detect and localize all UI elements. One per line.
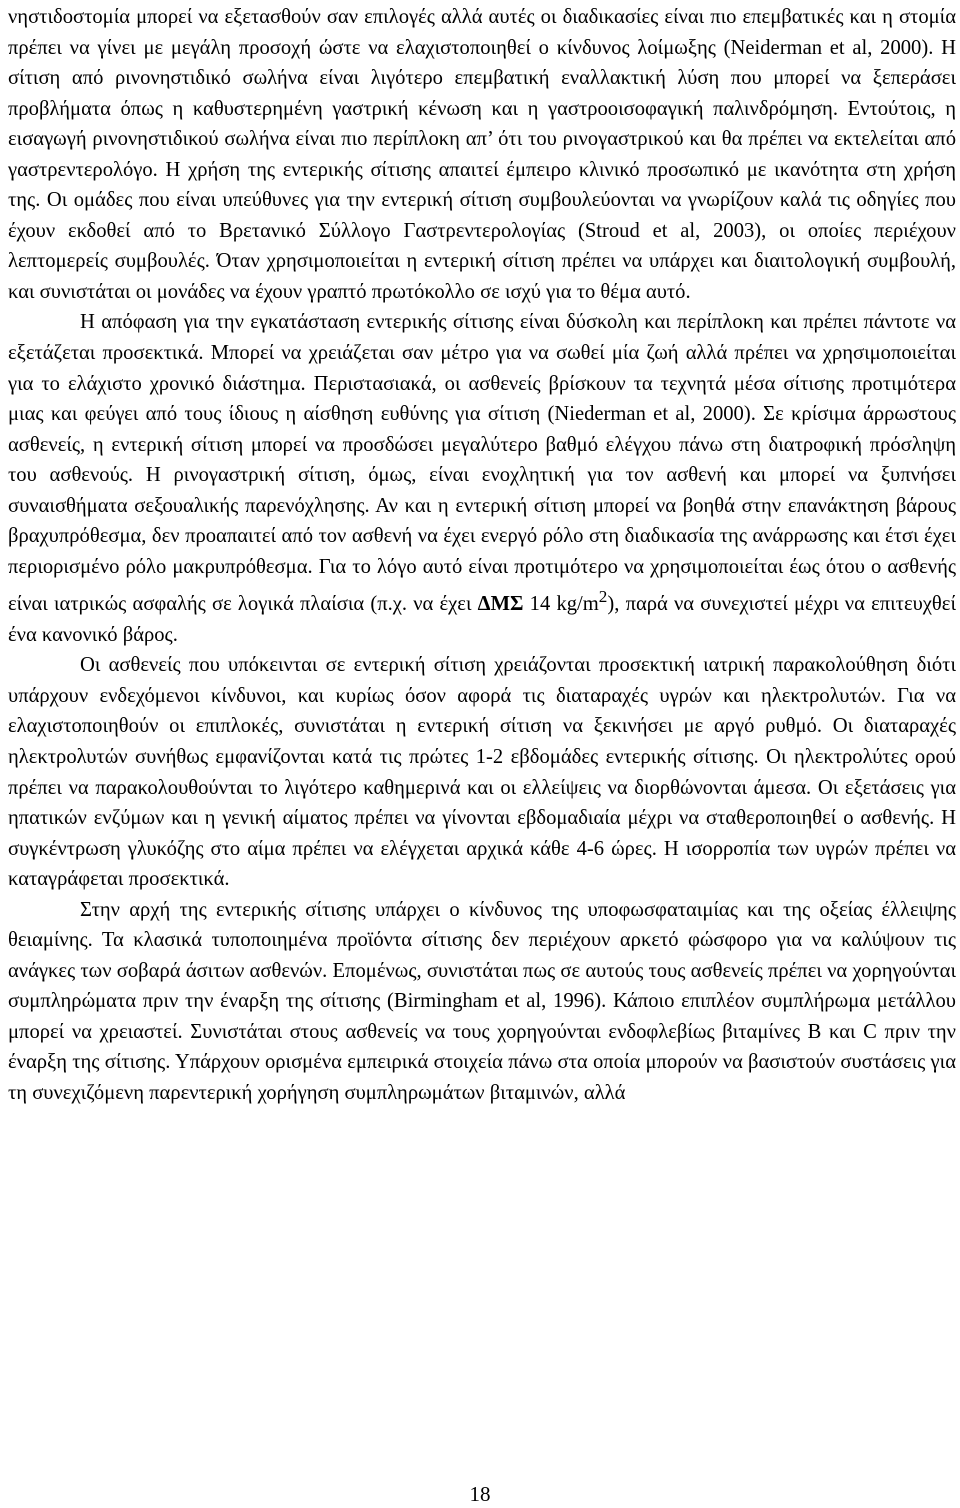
paragraph-1: νηστιδοστομία μπορεί να εξετασθούν σαν επιλογές αλλά αυτές οι διαδικασίες είναι πιο επεμβατικές και η στομία πρέπει να γίνει με μεγάλη προσοχή ώστε να ελαχιστοποιηθεί ο κίνδυνος λοίμωξης (Neiderman et al, 2000). Η σίτιση από ρινονηστιδικό σωλήνα είναι λιγότερο επεμβατική εναλλακτική λύση που μπορεί να ξεπεράσει προβλήματα όπως η καθυστερημένη γαστρική κένωση και η γαστροοισοφαγική παλινδρόμηση. Εντούτοις, η εισαγωγή ρινονηστιδικού σωλήνα είναι πιο περίπλοκη απ’ ότι του ρινογαστρικού και θα πρέπει να εκτελείται από γαστρεντερολόγο. Η χρήση της εντερικής σίτισης απαιτεί έμπειρο κλινικό προσωπικό με ικανότητα στη χρήση της. Οι ομάδες που είναι υπεύθυνες για την εντερική σίτιση συμβουλεύονται να γνωρίζουν καλά τις οδηγίες που έχουν εκδοθεί από το Βρετανικό Σύλλογο Γαστρεντερολογίας (Stroud et al, 2003), οι οποίες περιέχουν λεπτομερείς συμβουλές. Όταν χρησιμοποιείται η εντερική σίτιση πρέπει να υπάρχει και διαιτολογική συμβουλή, και συνιστάται οι μονάδες να έχουν γραπτό πρωτόκολλο σε ισχύ για το θέμα αυτό. <box>8 6 956 303</box>
bmi-label: ΔΜΣ <box>477 593 524 616</box>
bmi-value: 14 kg/m <box>523 593 599 616</box>
paragraph-3: Οι ασθενείς που υπόκεινται σε εντερική σίτιση χρειάζονται προσεκτική ιατρική παρακολούθηση διότι υπάρχουν ενδεχόμενοι κίνδυνοι, και κυρίως όσον αφορά τις διαταραχές υγρών και ηλεκτρολυτών. Για να ελαχιστοποιηθούν οι επιπλοκές, συνιστάται η εντερική σίτιση να ξεκινήσει με αργό ρυθμό. Οι διαταραχές ηλεκτρολυτών συνήθως εμφανίζονται κατά τις πρώτες 1-2 εβδομάδες εντερικής σίτισης. Οι ηλεκτρολύτες ορού πρέπει να παρακολουθούνται το λιγότερο καθημερινά και οι ελλείψεις να διορθώνονται άμεσα. Οι εξετάσεις για ηπατικών ενζύμων και η γενική αίματος πρέπει να γίνονται εβδομαδιαία μέχρι να σταθεροποιηθεί ο ασθενής. Η συγκέντρωση γλυκόζης στο αίμα πρέπει να ελέγχεται αρχικά κάθε 4-6 ώρες. Η ισορροπία των υγρών πρέπει να καταγράφεται προσεκτικά. <box>8 654 956 891</box>
body-text <box>8 2 956 1109</box>
page-number: 18 <box>469 1482 491 1506</box>
superscript-exponent: 2 <box>598 587 608 607</box>
paragraph-4: Στην αρχή της εντερικής σίτισης υπάρχει ο κίνδυνος της υποφωσφαταιμίας και της οξείας έλλειψης θειαμίνης. Τα κλασικά τυποποιημένα προϊόντα σίτισης δεν περιέχουν αρκετό φώσφορο για να καλύψουν τις ανάγκες των σοβαρά άσιτων ασθενών. Επομένως, συνιστάται πως σε αυτούς τους ασθενείς πρέπει να χορηγούνται συμπληρώματα πριν την έναρξη της σίτισης (Birmingham et al, 1996). Κάποιο επιπλέον συμπλήρωμα μετάλλου μπορεί να χρειαστεί. Συνιστάται στους ασθενείς να τους χορηγούνται ενδοφλεβίως βιταμίνες Β και C πριν την έναρξη της σίτισης. Υπάρχουν ορισμένα εμπειρικά στοιχεία πάνω στα οποία μπορούν να βασιστούν συστάσεις για τη συνεχιζόμενη παρεντερική χορήγηση συμπληρωμάτων βιταμινών, αλλά <box>8 898 956 1104</box>
paragraph-2 <box>8 307 956 650</box>
paragraph-2-text-start: Η απόφαση για την εγκατάσταση εντερικής σίτισης είναι δύσκολη και περίπλοκη και πρέπει πάντοτε να εξετάζεται προσεκτικά. Μπορεί να χρειάζεται σαν μέτρο για να σωθεί μία ζωή αλλά πρέπει να χρησιμοποιείται για το ελάχιστο χρονικό διάστημα. Περιστασιακά, οι ασθενείς βρίσκουν τα τεχνητά μέσα σίτισης προτιμότερα μιας και φεύγει από τους ίδιους η αίσθηση ευθύνης για σίτιση (Niederman et al, 2000). Σε κρίσιμα άρρωστους ασθενείς, η εντερική σίτιση μπορεί να προσδώσει μεγαλύτερο βαθμό ελέγχου πάνω στη διατροφική πρόσληψη του ασθενούς. Η ρινογαστρική σίτιση, όμως, είναι ενοχλητική για τον ασθενή και μπορεί να ξυπνήσει συναισθήματα σεξουαλικής παρενόχλησης. Αν και η εντερική σίτιση μπορεί να βοηθά στην επανάκτηση βάρους βραχυπρόθεσμα, δεν προαπαιτεί από τον ασθενή να έχει ενεργό ρόλο στη διαδικασία της ανάρρωσης και έτσι έχει περιορισμένο ρόλο μακρυπρόθεσμα. Για το λόγο αυτό είναι προτιμότερο να χρησιμοποιείται έως ότου ο ασθενής είναι ιατρικώς ασφαλής σε λογικά πλαίσια (π.χ. να έχει <box>8 311 956 616</box>
paragraph-2-text-end: ), παρά να συνεχιστεί μέχρι να επιτευχθεί ένα κανονικό βάρος. <box>8 593 956 646</box>
